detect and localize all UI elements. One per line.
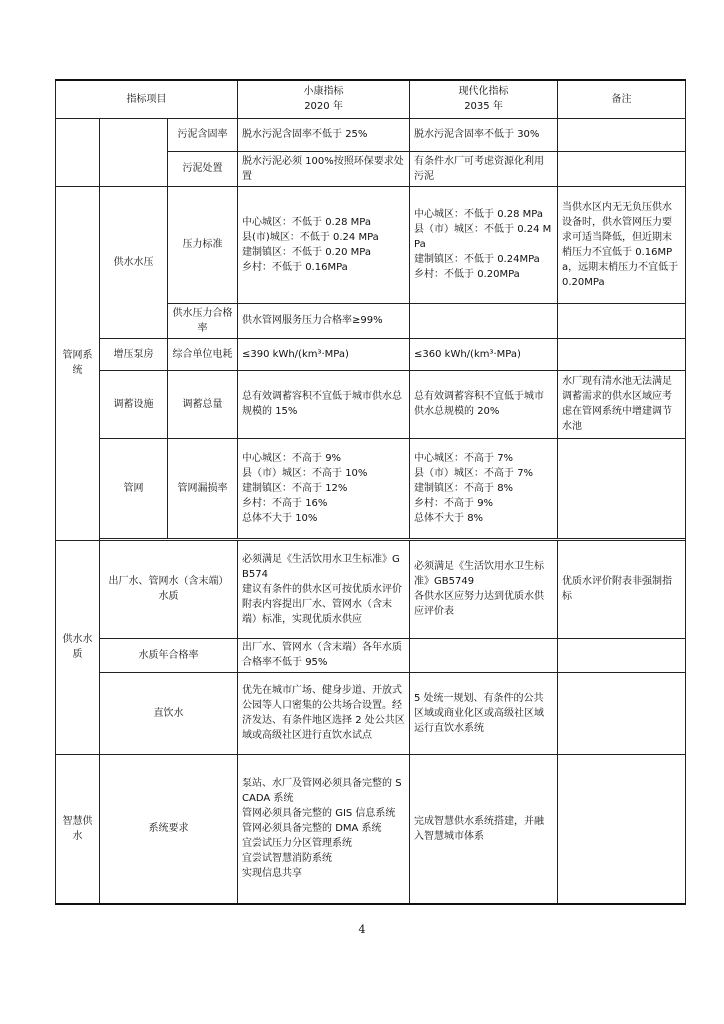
group-cell: 调蓄设施: [100, 370, 168, 438]
value-2020: 脱水污泥必须 100%按照环保要求处置: [238, 151, 410, 186]
group-cell: 供水水压: [100, 186, 168, 338]
item-cell: 水质年合格率: [100, 638, 238, 672]
note-cell: [558, 303, 686, 338]
table-row: [56, 754, 686, 904]
value-2035: 中心城区：不低于 0.28 MPa 县（市）城区：不低于 0.24 MPa 建制镇区：不低于 0.24MPa 乡村：不低于 0.20MPa: [410, 186, 558, 303]
group-cell: 管网: [100, 438, 168, 538]
value-2020: 中心城区：不低于 0.28 MPa 县(市)城区：不低于 0.24 MPa 建制镇区：不低于 0.20 MPa 乡村：不低于 0.16MPa: [238, 186, 410, 303]
value-2035: [410, 303, 558, 338]
item-cell: 出厂水、管网水（含末端）水质: [100, 540, 238, 638]
item-cell: 直饮水: [100, 672, 238, 754]
value-2035: 总有效调蓄容积不宜低于城市供水总规模的 20%: [410, 370, 558, 438]
page-number: 4: [358, 923, 366, 936]
note-cell: [558, 754, 686, 904]
note-cell: [558, 672, 686, 754]
header-2035: 现代化指标 2035 年: [410, 80, 558, 118]
section-cell-blank: [56, 118, 100, 186]
item-cell: 管网漏损率: [168, 438, 238, 538]
value-2035: 有条件水厂可考虑资源化利用污泥: [410, 151, 558, 186]
note-cell: 水厂现有清水池无法满足调蓄需求的供水区域应考虑在管网系统中增建调节水池: [558, 370, 686, 438]
value-2035: 中心城区：不高于 7% 县（市）城区：不高于 7% 建制镇区：不高于 8% 乡村：不高于 9% 总体不大于 8%: [410, 438, 558, 538]
value-2020: 总有效调蓄容积不宜低于城市供水总规模的 15%: [238, 370, 410, 438]
value-2035: ≤360 kWh/(km³·MPa): [410, 338, 558, 370]
section-cell: 智慧供水: [56, 754, 100, 904]
indicator-table: [55, 79, 686, 905]
value-2035: 必须满足《生活饮用水卫生标准》GB5749 各供水区应努力达到优质水供应评价表: [410, 540, 558, 638]
table-row: [56, 672, 686, 754]
value-2035: [410, 638, 558, 672]
value-2020: ≤390 kWh/(km³·MPa): [238, 338, 410, 370]
value-2020: 出厂水、管网水（含末端）各年水质合格率不低于 95%: [238, 638, 410, 672]
value-2035: 脱水污泥含固率不低于 30%: [410, 118, 558, 151]
item-cell: 污泥处置: [168, 151, 238, 186]
table-row: [56, 118, 686, 151]
note-cell: [558, 438, 686, 538]
item-cell: 供水压力合格率: [168, 303, 238, 338]
header-2020: 小康指标 2020 年: [238, 80, 410, 118]
item-cell: 系统要求: [100, 754, 238, 904]
note-cell: 优质水评价附表非强制指标: [558, 540, 686, 638]
table-row: [56, 370, 686, 438]
value-2020: 脱水污泥含固率不低于 25%: [238, 118, 410, 151]
group-cell: 增压泵房: [100, 338, 168, 370]
value-2020: 必须满足《生活饮用水卫生标准》GB574 建议有条件的供水区可按优质水评价附表内容提出厂水、管网水（含末端）标准，实现优质水供应: [238, 540, 410, 638]
item-cell: 污泥含固率: [168, 118, 238, 151]
item-cell: 综合单位电耗: [168, 338, 238, 370]
section-cell: 管网系统: [56, 186, 100, 540]
table-row: [56, 540, 686, 638]
header-row: [56, 80, 686, 118]
item-cell: 调蓄总量: [168, 370, 238, 438]
group-cell-blank: [100, 118, 168, 186]
note-cell: [558, 118, 686, 151]
table-row: [56, 186, 686, 303]
value-2035: 5 处统一规划、有条件的公共区域或商业化区或高级社区域运行直饮水系统: [410, 672, 558, 754]
value-2020: 供水管网服务压力合格率≥99%: [238, 303, 410, 338]
value-2020: 泵站、水厂及管网必须具备完整的 SCADA 系统 管网必须具备完整的 GIS 信息系统 管网必须具备完整的 DMA 系统 宜尝试压力分区管理系统 宜尝试智慧消防系统 实现信息共享: [238, 754, 410, 904]
note-cell: [558, 151, 686, 186]
table-row: [56, 338, 686, 370]
value-2035: 完成智慧供水系统搭建，并融入智慧城市体系: [410, 754, 558, 904]
note-cell: [558, 638, 686, 672]
header-note: 备注: [558, 80, 686, 118]
value-2020: 中心城区：不高于 9% 县（市）城区：不高于 10% 建制镇区：不高于 12% 乡村：不高于 16% 总体不大于 10%: [238, 438, 410, 538]
note-cell: 当供水区内无无负压供水设备时，供水管网压力要求可适当降低，但近期末梢压力不宜低于 0.16MPa，远期末梢压力不宜低于 0.20MPa: [558, 186, 686, 303]
table-row: [56, 438, 686, 538]
header-item: 指标项目: [56, 80, 238, 118]
note-cell: [558, 338, 686, 370]
table-row: [56, 638, 686, 672]
value-2020: 优先在城市广场、健身步道、开放式公园等人口密集的公共场合设置。经济发达、有条件地区选择 2 处公共区域或高级社区进行直饮水试点: [238, 672, 410, 754]
item-cell: 压力标准: [168, 186, 238, 303]
section-cell: 供水水质: [56, 540, 100, 754]
